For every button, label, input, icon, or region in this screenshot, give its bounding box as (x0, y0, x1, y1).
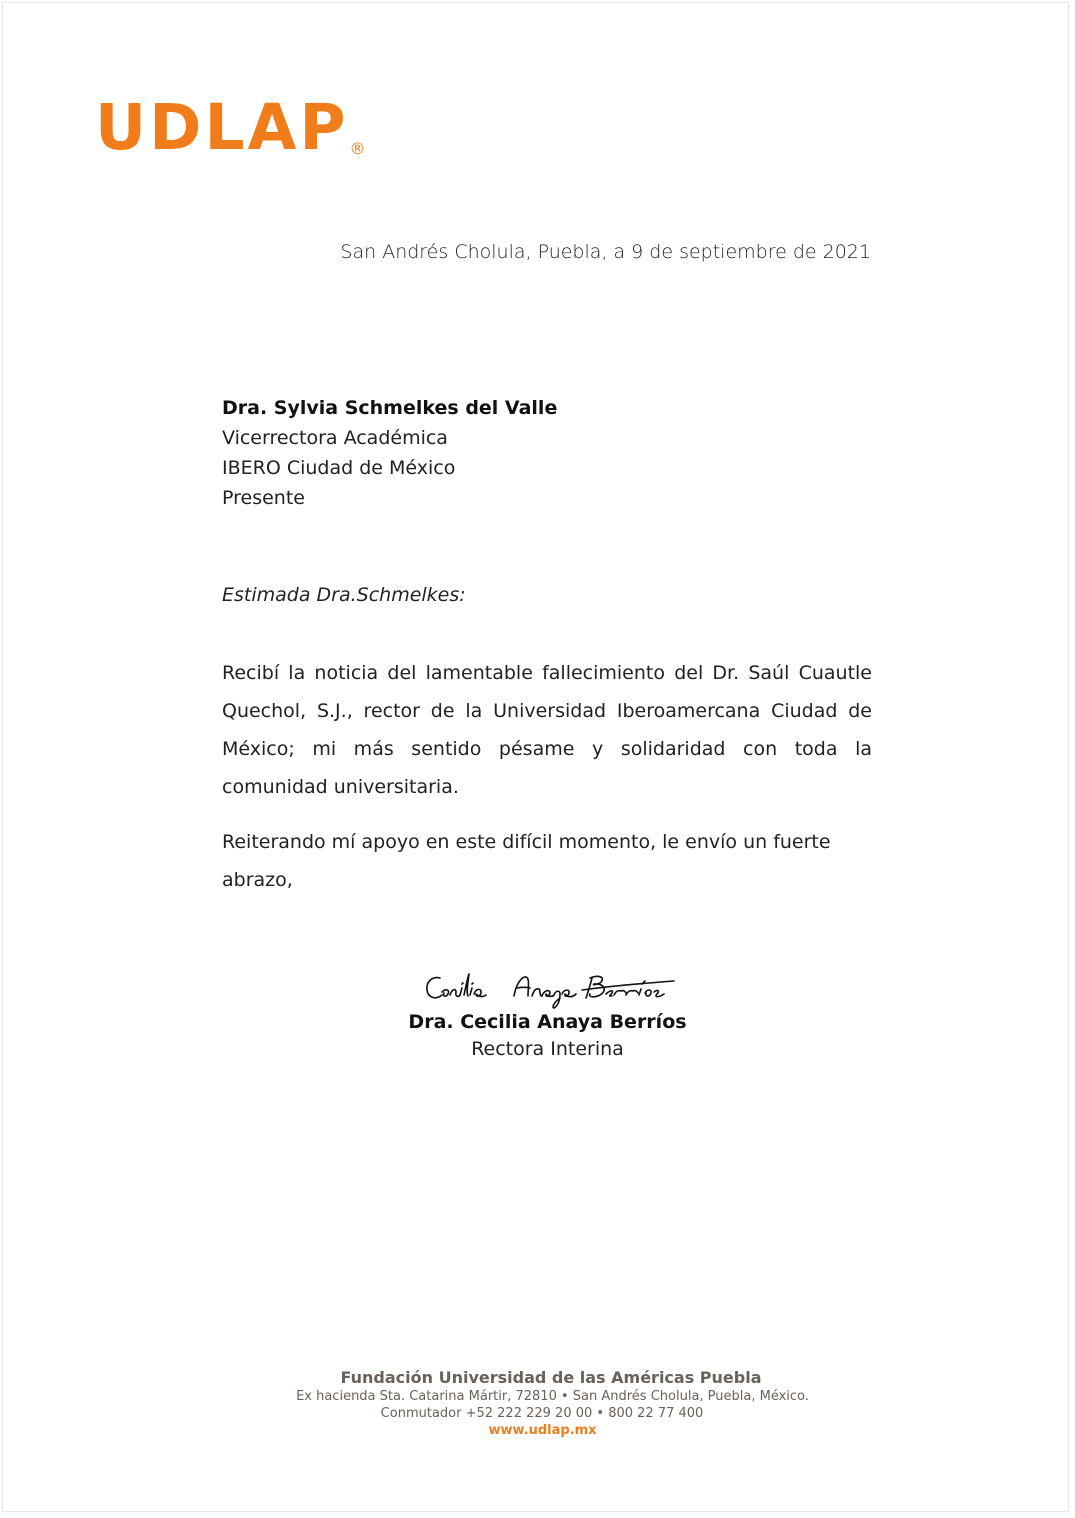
salutation: Estimada Dra.Schmelkes: (222, 584, 466, 606)
udlap-logo (95, 91, 366, 164)
letterhead-footer (0, 1368, 1075, 1439)
registered-mark-icon: ® (349, 139, 366, 158)
recipient-block (222, 393, 557, 513)
recipient-name: Dra. Sylvia Schmelkes del Valle (222, 397, 558, 419)
footer-address: Ex hacienda Sta. Catarina Mártir, 72810 • San Andrés Cholula, Puebla, México. (296, 1389, 809, 1404)
recipient-presente: Presente (222, 487, 305, 509)
body-paragraph-1: Recibí la noticia del lamentable fallecimiento del Dr. Saúl Cuautle Quechol, S.J., rector de la Universidad Iberoamercana Ciudad de México; mi más sentido pésame y solidaridad con toda la comunidad universitaria. (222, 662, 872, 798)
handwritten-signature (422, 968, 677, 1010)
signatory-role: Rectora Interina (471, 1038, 624, 1060)
letter-body (222, 654, 872, 899)
recipient-institution: IBERO Ciudad de México (222, 457, 456, 479)
logo-wordmark: UDLAP (95, 91, 349, 164)
footer-website-link[interactable]: www.udlap.mx (488, 1423, 597, 1438)
recipient-title: Vicerrectora Académica (222, 427, 448, 449)
signatory-name: Dra. Cecilia Anaya Berríos (408, 1011, 687, 1033)
footer-phone: Conmutador +52 222 229 20 00 • 800 22 77 400 (380, 1406, 704, 1421)
date-line: San Andrés Cholula, Puebla, a 9 de septiembre de 2021 (340, 241, 871, 263)
body-paragraph-2: Reiterando mí apoyo en este difícil momento, le envío un fuerte abrazo, (222, 831, 831, 891)
footer-organization: Fundación Universidad de las Américas Puebla (340, 1368, 762, 1387)
